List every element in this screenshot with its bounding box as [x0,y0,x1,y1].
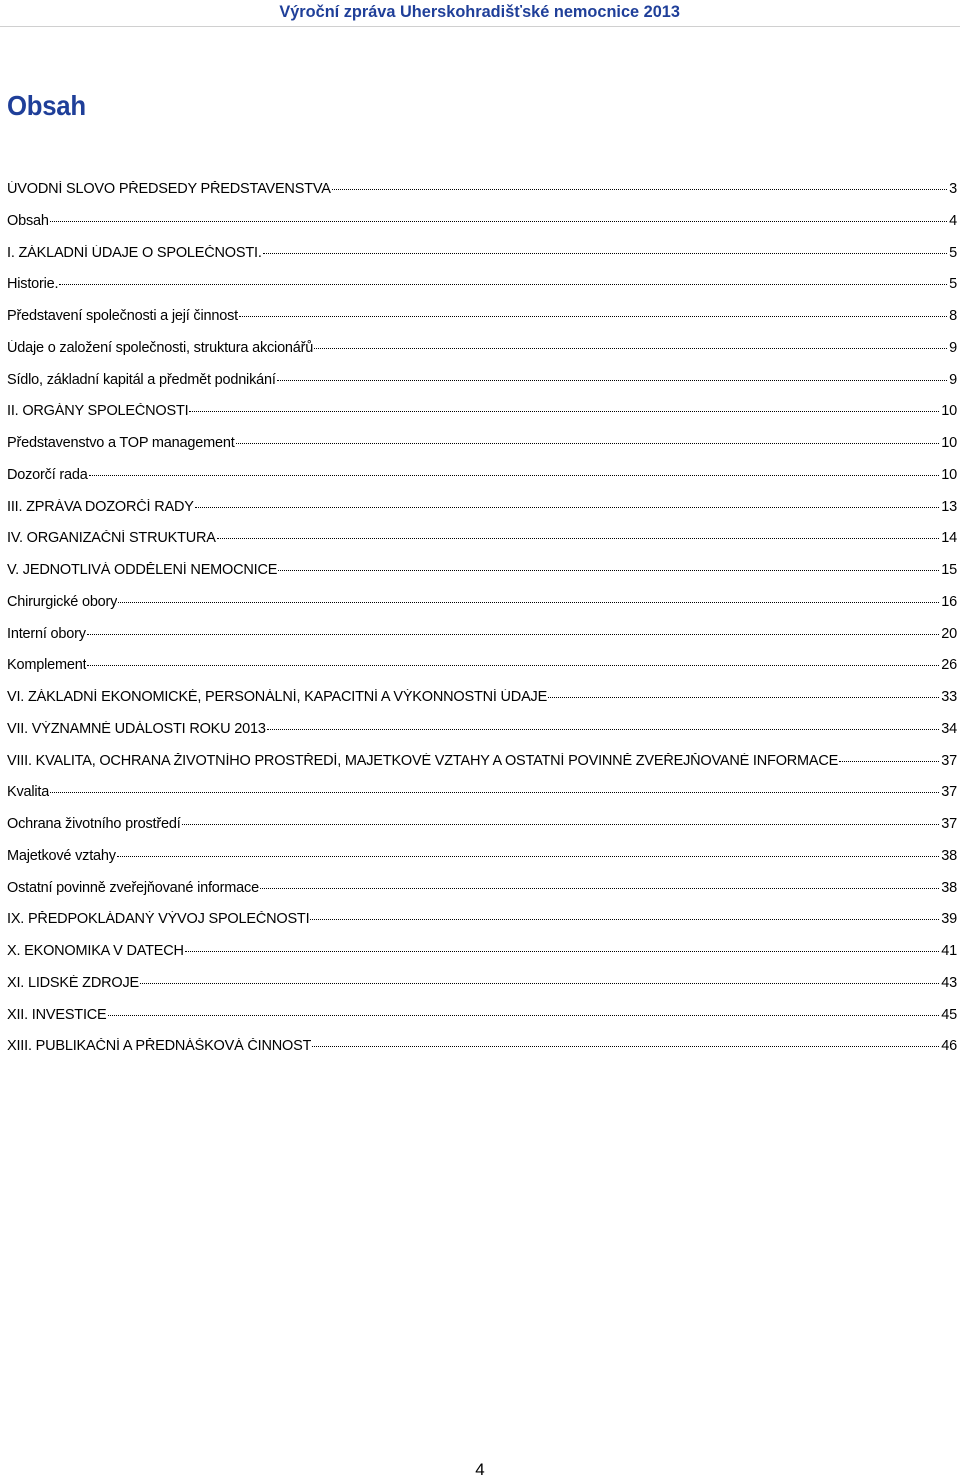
toc-dot-leader [548,697,939,698]
toc-dot-leader [314,348,947,349]
running-header [0,0,960,24]
toc-dot-leader [108,1015,940,1016]
toc-entry-label: XIII. PUBLIKAČNÍ A PŘEDNÁŠKOVÁ ČINNOST [7,1038,312,1055]
toc-entry-label: Údaje o založení společnosti, struktura akcionářů [7,339,314,356]
toc-entry-page: 4 [949,212,957,229]
toc-entry-label: Ochrana životního prostředí [7,816,181,832]
toc-entry-label: I. ZÁKLADNÍ ÚDAJE O SPOLEČNOSTI. [7,244,262,261]
toc-entry-page: 5 [949,244,957,261]
toc-entry-page: 41 [941,943,957,959]
toc-dot-leader [839,761,939,762]
toc-entry-page: 14 [941,530,957,547]
toc-entry[interactable] [7,372,957,404]
toc-entry-label: Dozorčí rada [7,466,88,483]
toc-dot-leader [263,253,947,254]
toc-entry-page: 3 [949,181,957,197]
toc-entry-label: ÚVODNÍ SLOVO PŘEDSEDY PŘEDSTAVENSTVA [7,181,331,197]
toc-entry-page: 37 [941,752,957,769]
toc-dot-leader [267,729,940,730]
toc-dot-leader [118,602,939,603]
toc-entry-label: IX. PŘEDPOKLÁDANÝ VÝVOJ SPOLEČNOSTI [7,911,310,928]
toc-entry[interactable] [7,308,957,340]
toc-entry[interactable] [7,1038,957,1070]
toc-dot-leader [278,570,939,571]
toc-entry-label: Kvalita [7,784,50,801]
toc-entry-page: 26 [941,657,957,674]
toc-entry-page: 43 [941,974,957,991]
toc-entry[interactable] [7,689,957,721]
toc-entry-page: 38 [941,879,957,896]
toc-entry-label: X. EKONOMIKA V DATECH [7,943,184,959]
toc-entry[interactable] [7,721,957,753]
toc-entry-page: 9 [949,371,957,388]
toc-entry[interactable] [7,784,957,816]
toc-entry-label: Historie. [7,276,59,293]
toc-entry[interactable] [7,626,957,658]
header-divider [0,26,960,27]
toc-entry-label: Majetkové vztahy [7,847,116,864]
toc-entry[interactable] [7,816,957,848]
toc-entry[interactable] [7,245,957,277]
toc-entry-page: 16 [941,593,957,610]
toc-entry-page: 46 [941,1038,957,1055]
toc-entry[interactable] [7,943,957,975]
toc-entry[interactable] [7,975,957,1007]
toc-entry-page: 5 [949,276,957,293]
toc-dot-leader [312,1046,939,1047]
toc-entry[interactable] [7,403,957,435]
toc-entry[interactable] [7,1007,957,1039]
toc-entry-page: 33 [941,689,957,705]
toc-entry-label: Ostatní povinně zveřejňované informace [7,879,259,896]
toc-entry[interactable] [7,753,957,785]
toc-dot-leader [140,983,939,984]
toc-dot-leader [50,221,947,222]
toc-dot-leader [260,888,939,889]
toc-entry-page: 10 [941,403,957,420]
toc-dot-leader [182,824,940,825]
toc-entry-page: 9 [949,339,957,356]
toc-dot-leader [217,538,939,539]
toc-entry-page: 10 [941,466,957,483]
toc-dot-leader [195,507,940,508]
toc-dot-leader [332,189,947,190]
page-number: 4 [475,1460,485,1479]
toc-dot-leader [185,951,939,952]
toc-entry[interactable] [7,499,957,531]
toc-dot-leader [117,856,939,857]
toc-entry[interactable] [7,213,957,245]
toc-entry-label: XII. INVESTICE [7,1006,107,1023]
toc-entry[interactable] [7,530,957,562]
running-header-title: Výroční zpráva Uherskohradišťské nemocnice 2013 [279,2,681,21]
toc-entry-page: 10 [941,435,957,451]
toc-heading: Obsah [7,90,86,121]
toc-entry[interactable] [7,880,957,912]
toc-entry-page: 34 [941,720,957,737]
toc-entry-page: 8 [949,308,957,324]
toc-entry-page: 39 [941,911,957,928]
toc-entry-label: Chirurgické obory [7,593,118,610]
toc-entry-page: 15 [941,562,957,578]
toc-dot-leader [236,443,940,444]
toc-entry-label: Představenstvo a TOP management [7,435,235,451]
toc-entry-label: II. ORGÁNY SPOLEČNOSTI [7,403,189,420]
toc-entry-page: 20 [941,625,957,642]
toc-entry-label: Obsah [7,212,49,229]
toc-entry-label: VI. ZÁKLADNÍ EKONOMICKÉ, PERSONÁLNÍ, KAPACITNÍ A VÝKONNOSTNÍ ÚDAJE [7,689,548,705]
toc-dot-leader [87,634,939,635]
toc-entry-page: 37 [941,784,957,801]
toc-dot-leader [239,316,947,317]
toc-dot-leader [87,665,939,666]
toc-entry[interactable] [7,181,957,213]
toc-entry[interactable] [7,657,957,689]
toc-dot-leader [59,284,947,285]
toc-entry-label: IV. ORGANIZAČNÍ STRUKTURA [7,530,216,547]
toc-dot-leader [89,475,940,476]
toc-dot-leader [50,792,939,793]
toc-entry[interactable] [7,467,957,499]
toc-entry[interactable] [7,911,957,943]
toc-entry-page: 38 [941,847,957,864]
toc-entry-label: Interní obory [7,625,86,642]
toc-entry-label: III. ZPRÁVA DOZORČÍ RADY [7,498,194,515]
toc-entry-label: Sídlo, základní kapitál a předmět podnikání [7,371,276,388]
toc-entry[interactable] [7,340,957,372]
toc-entry-page: 37 [941,816,957,832]
toc-entry-label: V. JEDNOTLIVÁ ODDĚLENÍ NEMOCNICE [7,562,278,578]
toc-dot-leader [189,411,939,412]
toc-entry-page: 45 [941,1006,957,1023]
toc-entry-label: VIII. KVALITA, OCHRANA ŽIVOTNÍHO PROSTŘEDÍ, MAJETKOVÉ VZTAHY A OSTATNÍ POVINNĚ ZVEŘEJŇOVANÉ INFORMACE [7,752,839,769]
toc-entry[interactable] [7,562,957,594]
toc-entry-label: VII. VÝZNAMNÉ UDÁLOSTI ROKU 2013 [7,720,266,737]
toc-entry[interactable] [7,276,957,308]
table-of-contents [7,181,957,1070]
toc-entry[interactable] [7,435,957,467]
toc-entry-label: Představení společnosti a její činnost [7,308,238,324]
toc-entry-page: 13 [941,498,957,515]
toc-dot-leader [310,919,939,920]
toc-entry[interactable] [7,848,957,880]
toc-entry-label: XI. LIDSKÉ ZDROJE [7,974,139,991]
toc-entry[interactable] [7,594,957,626]
toc-entry-label: Komplement [7,657,87,674]
toc-dot-leader [277,380,947,381]
